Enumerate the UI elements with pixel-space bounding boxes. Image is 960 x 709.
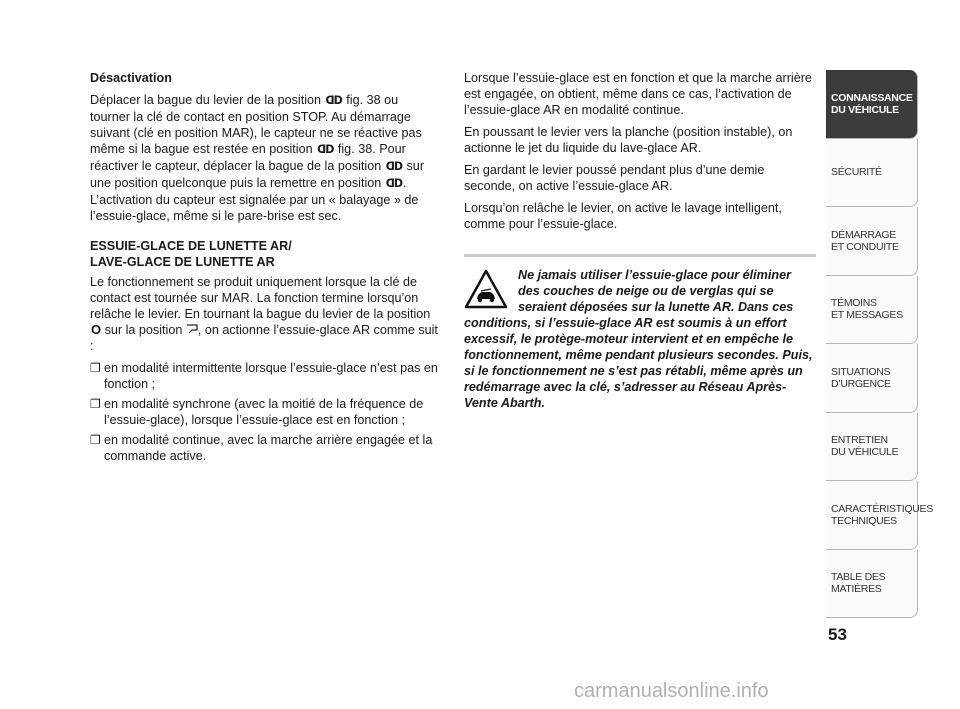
tab-label: SÉCURITÉ [831,166,882,179]
auto-sensor-symbol: ᗡᗞ [325,95,342,107]
tab-label: ENTRETIEN DU VÉHICULE [831,434,899,459]
chapter-tabs [826,70,933,618]
paragraph: Lorsque l’essuie-glace est en fonction et que la marche arrière est engagée, on obtient, même dans ce cas, l’activation de l’essuie-glace AR en modalité continue. [464,71,812,117]
auto-sensor-symbol: ᗡᗞ [385,178,403,190]
heading-line: ESSUIE-GLACE DE LUNETTE AR/ [90,239,292,253]
heading-line: LAVE-GLACE DE LUNETTE AR [90,255,275,269]
deactivation-heading: Désactivation [90,71,172,85]
text-run: Le fonctionnement se produit uniquement lorsque la clé de contact est tournée sur MAR. La fonction termine lorsqu’on relâche le levier. En tournant la bague du levier de la position [90,275,431,321]
tab-demarrage-conduite[interactable] [826,207,918,276]
tab-label: CARACTÉRISTIQUES TECHNIQUES [831,502,933,527]
list-item [90,432,440,464]
tab-situations-urgence[interactable] [826,344,918,413]
tab-label: TÉMOINS ET MESSAGES [831,297,903,322]
tab-label: DÉMARRAGE ET CONDUITE [831,228,899,253]
list-item-text: en modalité synchrone (avec la moitié de la fréquence de l’essuie-glace), lorsque l’essuie-glace est en fonction ; [104,397,424,427]
text-run: fig. 38. Pour réactiver le capteur, déplacer la bague de la position [90,142,406,173]
middle-column [464,70,816,411]
left-column [90,70,440,468]
tab-connaissance-vehicule[interactable] [826,70,918,139]
deactivation-paragraph [90,92,440,224]
paragraph: Lorsqu’on relâche le levier, on active le lavage intelligent, comme pour l’essuie-glace. [464,201,782,231]
tab-entretien-vehicule[interactable] [826,413,918,482]
paragraph: En poussant le levier vers la planche (position instable), on actionne le jet du liquide du lave-glace AR. [464,125,793,155]
text-run: , on actionne l’essuie-glace AR comme suit : [90,323,438,353]
tab-label: SITUATIONS D’URGENCE [831,365,891,390]
divider [464,254,816,257]
checkbox-bullet-icon: ❐ [90,397,101,411]
list-item [90,396,440,428]
watermark: carmanualsonline.info [574,680,769,702]
text-run: . L’activation du capteur est signalée par un « balayage » de l’essuie-glace, même si le pare-brise est sec. [90,176,419,223]
off-position-symbol: O [91,322,101,337]
auto-sensor-symbol: ᗡᗞ [317,144,334,156]
list-item [90,360,440,392]
list-item-text: en modalité continue, avec la marche arrière engagée et la commande active. [104,433,433,463]
tab-securite[interactable] [826,139,918,208]
warning-triangle-car-icon [464,269,508,309]
text-run: sur une position quelconque puis la remettre en position [90,159,425,190]
warning-box [464,267,816,411]
warning-text: Ne jamais utiliser l’essuie-glace pour éliminer des couches de neige ou de verglas qui se seraient déposées sur la lunette AR. Dans ces conditions, si l’essuie-glace AR est soumis à un effort excessif, le protège-moteur intervient et en empêche le fonctionnement, même pendant plusieurs secondes. Puis, si le fonctionnement ne s’est pas rétabli, même après un redémarrage avec la clé, s’adresser au Réseau Après-Vente Abarth. [464,268,813,410]
tab-label: CONNAISSANCE DU VÉHICULE [831,91,913,116]
rear-wiper-icon [186,323,198,337]
checkbox-bullet-icon: ❐ [90,361,101,375]
text-run: sur la position [101,323,186,337]
text-run: Déplacer la bague du levier de la position [90,93,325,107]
tab-caracteristiques-techniques[interactable] [826,481,933,550]
rear-wiper-heading [90,238,440,270]
text-run: fig. 38 ou tourner la clé de contact en position STOP. Au démarrage suivant (clé en position MAR), le capteur ne se réactive pas même si la bague est restée en position [90,93,422,156]
page-number: 53 [828,625,847,644]
list-item-text: en modalité intermittente lorsque l’essuie-glace n’est pas en fonction ; [104,361,438,391]
paragraph: En gardant le levier poussé pendant plus d’une demie seconde, on active l’essuie-glace AR. [464,163,765,193]
tab-temoins-messages[interactable] [826,276,918,345]
checkbox-bullet-icon: ❐ [90,433,101,447]
tab-table-matieres[interactable] [826,550,918,619]
tab-label: TABLE DES MATIÈRES [831,571,886,596]
rear-wiper-paragraph [90,274,440,354]
auto-sensor-symbol: ᗡᗞ [385,161,403,173]
